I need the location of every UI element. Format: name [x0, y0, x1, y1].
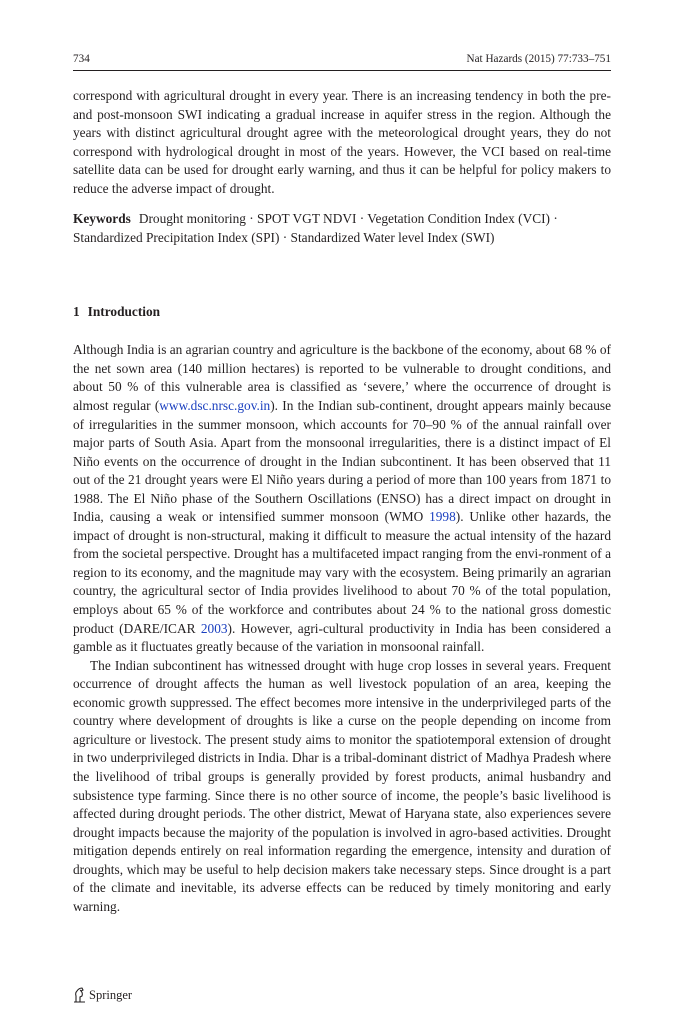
footer	[73, 985, 132, 1005]
article-body	[73, 87, 611, 916]
section-heading	[73, 303, 611, 321]
header-rule	[73, 70, 611, 71]
citation-link-wmo-1998[interactable]: 1998	[429, 509, 456, 525]
citation-link-dare-2003[interactable]: 2003	[200, 620, 228, 636]
intro-paragraph-1	[73, 341, 611, 656]
section-number: 1	[73, 304, 80, 320]
keywords-label: Keywords	[73, 211, 131, 227]
journal-citation: Nat Hazards (2015) 77:733–751	[466, 53, 611, 65]
link-dsc-nrsc[interactable]: www.dsc.nrsc.gov.in	[159, 398, 271, 414]
intro-paragraph-2: The Indian subcontinent has witnessed drought with huge crop losses in several years. Frequent occurrence of drought affects the human as well livestock population of an area, keeping the economic growth suppressed. The effect becomes more intensive in the underprivileged parts of the country where development of droughts is like a curse on the people depending on income from agriculture or livestock. The present study aims to monitor the spatiotemporal extension of drought in two underprivileged districts in India. Dhar is a tribal-dominant district of Madhya Pradesh where the livelihood of tribal groups is generally provided by forest products, animal husbandry and subsistence type farming. Since there is no other source of income, the people’s basic livelihood is affected during drought periods. The other district, Mewat of Haryana state, also experiences severe drought impacts because the majority of the population is involved in agro-based activities. Drought mitigation depends entirely on real information regarding the emergence, intensity and duration of droughts, which may be useful to help decision makers take necessary steps. Since drought is a part of the climate and inevitable, its adverse effects can be reduced by timely monitoring and early warning.	[73, 657, 611, 914]
para1-text-b: ). In the Indian sub-continent, drought appears mainly because of irregularities in the summer monsoon, which accounts for 70–90 % of the annual rainfall over major parts of South Asia. Apart from the monsoonal irregularities, there is a distinct impact of El Niño events on the occurrence of drought in the Indian subcontinent. It has been observed that 11 out of the 21 drought years were El Niño years during a period of more than 100 years from 1871 to 1988. The El Niño phase of the Southern Oscillations (ENSO) has a direct impact on drought in India, causing a weak or intensified summer monsoon (WMO	[73, 398, 611, 525]
keywords	[73, 210, 611, 247]
publisher-name: Springer	[89, 988, 133, 1002]
para1-text-c: ). Unlike other hazards, the impact of drought is non-structural, making it difficult to measure the actual intensity of the hazard from the societal perspective. Drought has a multifaceted impact ranging from the envi-ronment of a region to its economy, and the magnitude may vary with the ecosystem. Being primarily an agrarian country, the agricultural sector of India provides livelihood to about 70 % of the total population, employs about 65 % of the workforce and contributes about 24 % to the national gross domestic product (DARE/ICAR	[73, 509, 612, 636]
page-number: 734	[73, 53, 90, 65]
keywords-text: Drought monitoring · SPOT VGT NDVI · Vegetation Condition Index (VCI) · Standardized Precipitation Index (SPI) · Standardized Water level Index (SWI)	[73, 211, 558, 245]
para1-text-a: Although India is an agrarian country and agriculture is the backbone of the economy, about 68 % of the net sown area (140 million hectares) is reported to be vulnerable to drought conditions, and about 50 % of this vulnerable area is classified as ‘severe,’ where the occurrence of drought is almost regular (	[73, 342, 611, 414]
springer-horse-icon	[73, 987, 86, 1003]
abstract-tail: correspond with agricultural drought in every year. There is an increasing tendency in both the pre- and post-monsoon SWI indicating a gradual increase in aquifer stress in the region. Although the years with distinct agricultural drought agree with the meteorological drought years, they do not correspond with hydrological drought in most of the years. However, the VCI based on real-time satellite data can be used for drought early warning, and thus it can be helpful for policy makers to reduce the adverse impact of drought.	[73, 88, 611, 196]
section-title: Introduction	[87, 304, 161, 320]
para1-text-d: ). However, agri-cultural productivity in India has been considered a gamble as it fluctuates greatly because of the variation in monsoonal rainfall.	[73, 620, 611, 655]
running-header	[73, 52, 611, 68]
